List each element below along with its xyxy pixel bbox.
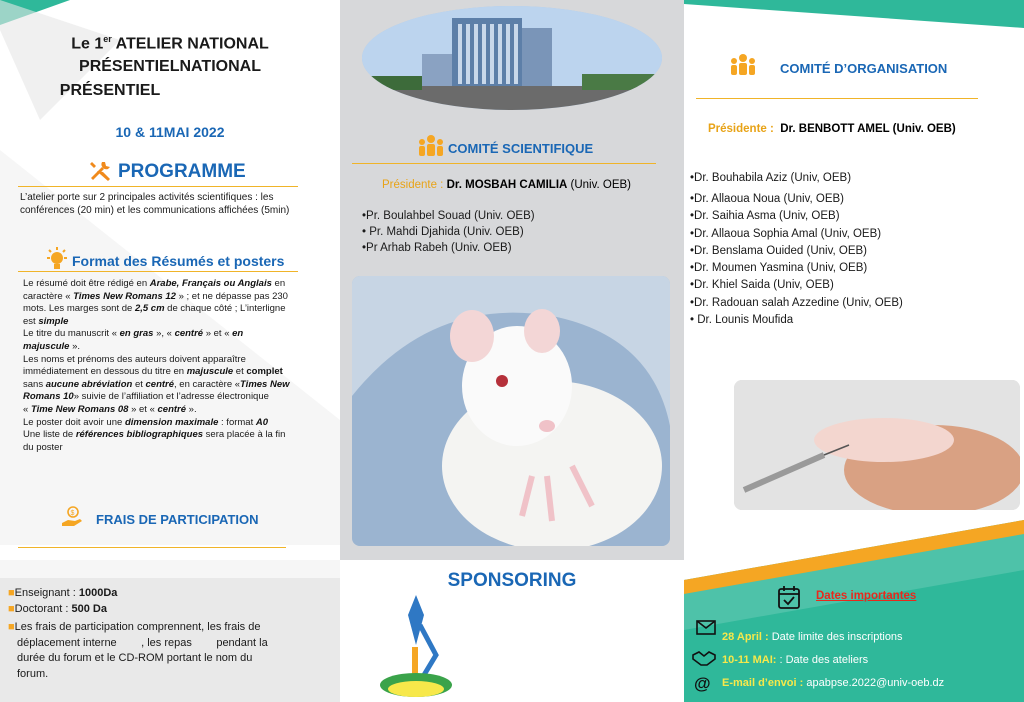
calendar-icon — [778, 585, 800, 609]
format-line: Le résumé doit être rédigé en Arabe, Français ou Anglais en — [23, 278, 286, 289]
tools-icon — [88, 159, 112, 183]
right-bottom-decoration — [684, 520, 1024, 702]
comite-scientifique-heading: COMITÉ SCIENTIFIQUE — [448, 141, 594, 156]
email-contact: E-mail d’envoi : apabpse.2022@univ-oeb.dz — [722, 677, 945, 689]
format-line: Le poster doit avoir une dimension maximale : format A0 — [23, 416, 269, 428]
divider — [352, 163, 656, 164]
member: •Dr. Allaoua Sophia Amal (Univ, OEB) — [690, 228, 882, 240]
comite-organisation-heading: COMITÉ D’ORGANISATION — [780, 61, 948, 76]
member: •Dr. Benslama Ouided (Univ, OEB) — [690, 245, 868, 257]
fee-teacher: ■Enseignant : 1000Da — [8, 587, 118, 599]
title-line-1: Le 1er ATELIER NATIONAL — [71, 34, 269, 53]
date-inscriptions: 28 April : Date limite des inscriptions — [722, 631, 903, 643]
sponsor-logo — [376, 585, 456, 702]
format-line: immédiatement en dessous du titre en majuscule et complet — [23, 366, 283, 378]
left-panel — [0, 0, 340, 702]
fee-doctorant: ■Doctorant : 500 Da — [8, 603, 107, 615]
frais-heading: FRAIS DE PARTICIPATION — [96, 512, 259, 527]
member: •Pr. Boulahbel Souad (Univ. OEB) — [362, 210, 535, 222]
member: •Dr. Moumen Yasmina (Univ, OEB) — [690, 262, 868, 274]
member: •Dr. Khiel Saida (Univ, OEB) — [690, 279, 834, 291]
member: •Dr. Bouhabila Aziz (Univ, OEB) — [690, 172, 852, 184]
presidente-organisation: Présidente : Dr. BENBOTT AMEL (Univ. OEB) — [708, 123, 956, 135]
money-hand-icon — [60, 505, 84, 529]
divider — [18, 547, 286, 548]
injection-photo — [734, 380, 1020, 510]
format-line: « Time New Romans 08 » et « centré ». — [23, 403, 197, 415]
format-line: est simple — [23, 315, 69, 327]
format-line: mots. Les marges sont de 2,5 cm de chaque côté ; L’interligne — [23, 303, 286, 315]
divider — [696, 98, 978, 99]
member: • Dr. Lounis Moufida — [690, 314, 794, 326]
divider — [18, 271, 298, 272]
format-line: Romans 10» suivie de l’affiliation et l’adresse électronique — [23, 391, 269, 403]
middle-panel — [340, 0, 684, 702]
programme-text: L’atelier porte sur 2 principales activités scientifiques : les conférences (20 min) et les communications affichées (5min) — [20, 192, 290, 216]
handshake-icon — [692, 649, 716, 667]
format-text — [23, 278, 328, 454]
title-line-2: PRÉSENTIELNATIONAL — [79, 58, 261, 75]
member: •Dr. Radouan salah Azzedine (Univ, OEB) — [690, 297, 903, 309]
member: •Pr Arhab Rabeh (Univ. OEB) — [362, 242, 512, 254]
programme-heading: PROGRAMME — [118, 161, 246, 182]
right-panel — [684, 0, 1024, 702]
event-date: 10 & 11MAI 2022 — [115, 124, 225, 140]
format-heading: Format des Résumés et posters — [72, 253, 285, 269]
fees-note: ■Les frais de participation comprennent, les frais de déplacement interne , les repas pendant la durée du forum et le CD-ROM portant le nom du forum. — [8, 621, 268, 680]
university-photo — [362, 6, 662, 110]
format-line: Les noms et prénoms des auteurs doivent apparaître — [23, 353, 246, 365]
member: •Dr. Saihia Asma (Univ, OEB) — [690, 210, 840, 222]
member: •Dr. Allaoua Noua (Univ, OEB) — [690, 193, 845, 205]
sponsoring-heading: SPONSORING — [447, 570, 577, 591]
at-icon: @ — [694, 674, 711, 693]
format-line: caractère « Times New Romans 12 » ; et ne dépasse pas 230 — [23, 290, 288, 302]
presidente-scientifique: Présidente : Dr. MOSBAH CAMILIA (Univ. OEB) — [382, 179, 632, 191]
lightbulb-icon — [46, 247, 68, 273]
format-line: majuscule ». — [23, 340, 81, 352]
title-line-3: PRÉSENTIEL — [59, 82, 161, 99]
format-line: Une liste de références bibliographiques sera placée à la fin — [23, 429, 286, 441]
team-icon — [418, 134, 444, 158]
format-line: du poster — [23, 441, 63, 453]
member: • Pr. Mahdi Djahida (Univ. OEB) — [362, 226, 524, 238]
svg-text:$: $ — [70, 510, 75, 517]
team-icon — [730, 53, 756, 77]
format-line: sans aucune abréviation et centré, en caractère «Times New — [23, 378, 290, 390]
dates-heading: Dates importantes — [816, 590, 917, 602]
format-line: Le titre du manuscrit « en gras », « centré » et « en — [23, 328, 244, 340]
lab-rat-photo — [352, 276, 670, 546]
date-ateliers: 10-11 MAI: : Date des ateliers — [722, 654, 869, 666]
divider — [18, 186, 298, 187]
envelope-icon — [696, 617, 716, 635]
